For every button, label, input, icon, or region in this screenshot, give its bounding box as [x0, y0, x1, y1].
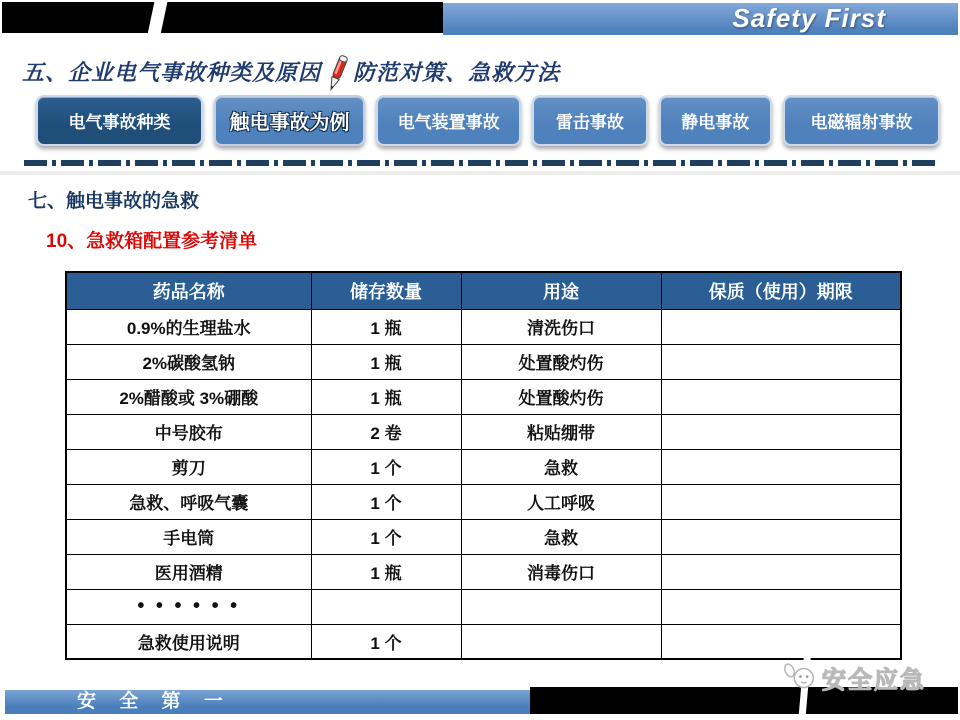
table-cell: 0.9%的生理盐水 — [66, 309, 311, 344]
table-cell: 急救使用说明 — [66, 624, 311, 659]
table-cell: 处置酸灼伤 — [461, 344, 661, 379]
table-cell: 1 个 — [311, 449, 461, 484]
safety-first-banner: Safety First — [443, 3, 958, 35]
table-row — [66, 414, 901, 449]
brand-logo — [781, 660, 926, 695]
table-cell — [661, 449, 901, 484]
table-body — [66, 309, 901, 659]
table-header-cell: 药品名称 — [66, 272, 311, 309]
table-row — [66, 449, 901, 484]
table-cell: 手电筒 — [66, 519, 311, 554]
table-cell — [661, 344, 901, 379]
table-cell: 粘贴绷带 — [461, 414, 661, 449]
nav-button-lightning-accident[interactable]: 雷击事故 — [532, 95, 647, 146]
table-cell — [661, 554, 901, 589]
table-cell — [461, 624, 661, 659]
table-cell: 急救 — [461, 519, 661, 554]
table-cell: 1 瓶 — [311, 344, 461, 379]
table-row — [66, 484, 901, 519]
table-cell: 1 瓶 — [311, 379, 461, 414]
nav-button-electric-shock-example[interactable]: 触电事故为例 — [214, 95, 365, 146]
subsection-heading: 10、急救箱配置参考清单 — [46, 231, 258, 252]
table-row — [66, 519, 901, 554]
table-cell — [661, 309, 901, 344]
table-cell: 急救 — [461, 449, 661, 484]
table-cell — [661, 624, 901, 659]
table-cell: 1 个 — [311, 484, 461, 519]
table-cell — [661, 589, 901, 624]
nav-button-electrical-accident-types[interactable]: 电气事故种类 — [36, 95, 203, 146]
table-row — [66, 624, 901, 659]
table-cell: 中号胶布 — [66, 414, 311, 449]
table-cell: 清洗伤口 — [461, 309, 661, 344]
table-cell: 剪刀 — [66, 449, 311, 484]
section-heading: 七、触电事故的急救 — [28, 191, 200, 212]
brand-logo-text: 安全应急 — [822, 667, 926, 694]
table-cell: 1 瓶 — [311, 554, 461, 589]
table-cell: 1 个 — [311, 624, 461, 659]
top-black-bar — [2, 2, 443, 33]
slide-title — [22, 50, 560, 92]
table-cell: 急救、呼吸气囊 — [66, 484, 311, 519]
table-cell: 1 瓶 — [311, 309, 461, 344]
table-cell: 2%醋酸或 3%硼酸 — [66, 379, 311, 414]
table-cell: 消毒伤口 — [461, 554, 661, 589]
table-row — [66, 554, 901, 589]
table-header-cell: 保质（使用）期限 — [661, 272, 901, 309]
table-cell — [661, 519, 901, 554]
table-row — [66, 309, 901, 344]
table-cell: 1 个 — [311, 519, 461, 554]
table-row — [66, 589, 901, 624]
table-row — [66, 379, 901, 414]
table-cell: 2 卷 — [311, 414, 461, 449]
table-cell: 处置酸灼伤 — [461, 379, 661, 414]
dashed-divider — [24, 160, 938, 166]
table-header-cell: 储存数量 — [311, 272, 461, 309]
table-cell: 医用酒精 — [66, 554, 311, 589]
table-cell — [661, 414, 901, 449]
nav-button-electrical-equipment-accident[interactable]: 电气装置事故 — [376, 95, 521, 146]
table-header-cell: 用途 — [461, 272, 661, 309]
mascot-icon — [781, 661, 819, 695]
slide-title-right: 防范对策、急救方法 — [353, 59, 561, 85]
table-cell: 2%碳酸氢钠 — [66, 344, 311, 379]
footer-slogan-bar: 安 全 第 一 — [5, 690, 530, 714]
nav-button-em-radiation-accident[interactable]: 电磁辐射事故 — [783, 95, 940, 146]
nav-button-static-electricity-accident[interactable]: 静电事故 — [659, 95, 772, 146]
table-header-row — [66, 272, 901, 309]
first-aid-kit-table — [65, 271, 902, 660]
table-cell — [661, 484, 901, 519]
table-cell: 人工呼吸 — [461, 484, 661, 519]
table-cell: • • • • • • — [66, 589, 311, 624]
red-pen-icon — [322, 53, 352, 95]
accident-nav — [36, 95, 940, 146]
table-cell — [661, 379, 901, 414]
gray-divider — [0, 171, 960, 175]
table-cell — [311, 589, 461, 624]
table-row — [66, 344, 901, 379]
table-cell — [461, 589, 661, 624]
slide-title-left: 五、企业电气事故种类及原因 — [22, 59, 322, 85]
